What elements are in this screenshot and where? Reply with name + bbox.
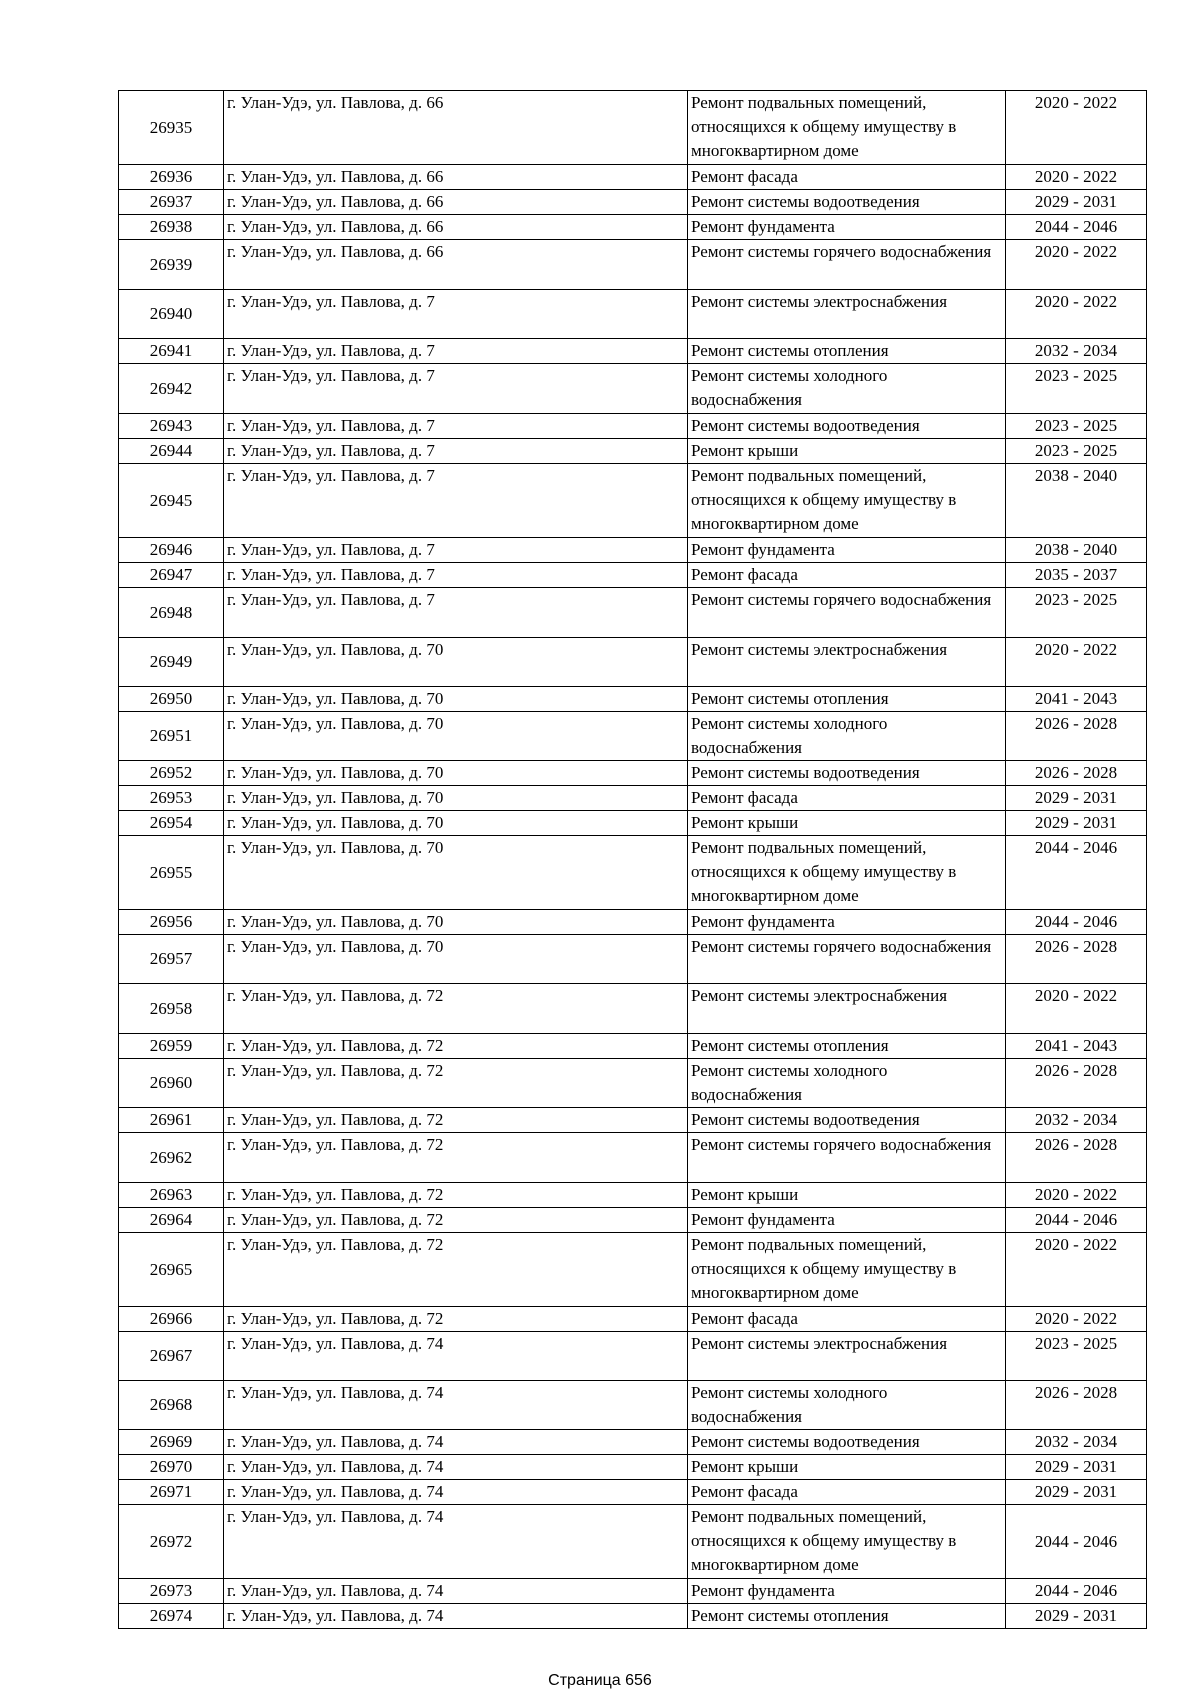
row-number: 26971	[119, 1480, 224, 1505]
row-number: 26954	[119, 811, 224, 836]
table-row	[119, 364, 1147, 414]
row-work-type: Ремонт подвальных помещений, относящихся к общему имуществу в многоквартирном доме	[688, 1233, 1006, 1307]
row-number: 26957	[119, 935, 224, 984]
row-address: г. Улан-Удэ, ул. Павлова, д. 72	[224, 1133, 688, 1183]
row-period: 2020 - 2022	[1006, 290, 1147, 339]
table-row	[119, 1505, 1147, 1579]
row-work-type: Ремонт системы электроснабжения	[688, 984, 1006, 1034]
table-row	[119, 1208, 1147, 1233]
row-number: 26951	[119, 712, 224, 761]
row-work-type: Ремонт системы водоотведения	[688, 1108, 1006, 1133]
row-period: 2023 - 2025	[1006, 414, 1147, 439]
table-body	[119, 91, 1147, 1629]
row-period: 2038 - 2040	[1006, 464, 1147, 538]
table-row	[119, 91, 1147, 165]
row-number: 26950	[119, 687, 224, 712]
row-number: 26955	[119, 836, 224, 910]
row-work-type: Ремонт системы водоотведения	[688, 414, 1006, 439]
row-number: 26940	[119, 290, 224, 339]
row-number: 26937	[119, 190, 224, 215]
row-number: 26963	[119, 1183, 224, 1208]
row-address: г. Улан-Удэ, ул. Павлова, д. 7	[224, 563, 688, 588]
table-row	[119, 712, 1147, 761]
row-number: 26948	[119, 588, 224, 638]
table-row	[119, 811, 1147, 836]
row-address: г. Улан-Удэ, ул. Павлова, д. 74	[224, 1381, 688, 1430]
row-period: 2026 - 2028	[1006, 1059, 1147, 1108]
row-work-type: Ремонт системы горячего водоснабжения	[688, 935, 1006, 984]
row-work-type: Ремонт системы отопления	[688, 1034, 1006, 1059]
table-row	[119, 1579, 1147, 1604]
table-row	[119, 1059, 1147, 1108]
table-row	[119, 439, 1147, 464]
row-address: г. Улан-Удэ, ул. Павлова, д. 74	[224, 1505, 688, 1579]
row-address: г. Улан-Удэ, ул. Павлова, д. 72	[224, 1108, 688, 1133]
row-address: г. Улан-Удэ, ул. Павлова, д. 66	[224, 240, 688, 290]
row-work-type: Ремонт системы отопления	[688, 339, 1006, 364]
row-number: 26939	[119, 240, 224, 290]
row-address: г. Улан-Удэ, ул. Павлова, д. 74	[224, 1430, 688, 1455]
row-address: г. Улан-Удэ, ул. Павлова, д. 66	[224, 190, 688, 215]
row-period: 2041 - 2043	[1006, 687, 1147, 712]
row-work-type: Ремонт подвальных помещений, относящихся к общему имуществу в многоквартирном доме	[688, 464, 1006, 538]
row-address: г. Улан-Удэ, ул. Павлова, д. 74	[224, 1480, 688, 1505]
row-number: 26936	[119, 165, 224, 190]
row-period: 2032 - 2034	[1006, 339, 1147, 364]
row-address: г. Улан-Удэ, ул. Павлова, д. 74	[224, 1455, 688, 1480]
row-period: 2044 - 2046	[1006, 836, 1147, 910]
row-address: г. Улан-Удэ, ул. Павлова, д. 70	[224, 935, 688, 984]
row-work-type: Ремонт системы холодного водоснабжения	[688, 1059, 1006, 1108]
table-row	[119, 1381, 1147, 1430]
row-work-type: Ремонт фундамента	[688, 215, 1006, 240]
row-period: 2023 - 2025	[1006, 439, 1147, 464]
row-address: г. Улан-Удэ, ул. Павлова, д. 70	[224, 687, 688, 712]
row-period: 2029 - 2031	[1006, 190, 1147, 215]
row-work-type: Ремонт крыши	[688, 811, 1006, 836]
table-row	[119, 687, 1147, 712]
row-number: 26970	[119, 1455, 224, 1480]
row-number: 26935	[119, 91, 224, 165]
row-work-type: Ремонт фасада	[688, 563, 1006, 588]
row-period: 2020 - 2022	[1006, 984, 1147, 1034]
row-period: 2044 - 2046	[1006, 1579, 1147, 1604]
row-address: г. Улан-Удэ, ул. Павлова, д. 72	[224, 984, 688, 1034]
table-row	[119, 1430, 1147, 1455]
table-row	[119, 638, 1147, 687]
row-period: 2026 - 2028	[1006, 712, 1147, 761]
row-period: 2020 - 2022	[1006, 638, 1147, 687]
row-work-type: Ремонт крыши	[688, 1183, 1006, 1208]
table-row	[119, 1133, 1147, 1183]
row-period: 2023 - 2025	[1006, 588, 1147, 638]
row-period: 2032 - 2034	[1006, 1430, 1147, 1455]
table-row	[119, 190, 1147, 215]
row-address: г. Улан-Удэ, ул. Павлова, д. 70	[224, 836, 688, 910]
row-number: 26959	[119, 1034, 224, 1059]
row-number: 26962	[119, 1133, 224, 1183]
row-address: г. Улан-Удэ, ул. Павлова, д. 66	[224, 165, 688, 190]
row-number: 26974	[119, 1604, 224, 1629]
row-address: г. Улан-Удэ, ул. Павлова, д. 72	[224, 1208, 688, 1233]
row-number: 26969	[119, 1430, 224, 1455]
table-row	[119, 1332, 1147, 1381]
row-work-type: Ремонт системы водоотведения	[688, 1430, 1006, 1455]
row-period: 2038 - 2040	[1006, 538, 1147, 563]
row-address: г. Улан-Удэ, ул. Павлова, д. 70	[224, 712, 688, 761]
row-number: 26968	[119, 1381, 224, 1430]
table-row	[119, 165, 1147, 190]
row-work-type: Ремонт фундамента	[688, 910, 1006, 935]
row-period: 2044 - 2046	[1006, 1208, 1147, 1233]
row-work-type: Ремонт системы холодного водоснабжения	[688, 364, 1006, 414]
row-number: 26943	[119, 414, 224, 439]
table-row	[119, 786, 1147, 811]
row-period: 2029 - 2031	[1006, 786, 1147, 811]
row-address: г. Улан-Удэ, ул. Павлова, д. 70	[224, 761, 688, 786]
data-table	[118, 90, 1147, 1629]
row-work-type: Ремонт фундамента	[688, 1579, 1006, 1604]
row-period: 2020 - 2022	[1006, 91, 1147, 165]
row-address: г. Улан-Удэ, ул. Павлова, д. 66	[224, 215, 688, 240]
table-row	[119, 414, 1147, 439]
row-period: 2029 - 2031	[1006, 811, 1147, 836]
row-period: 2035 - 2037	[1006, 563, 1147, 588]
table-row	[119, 984, 1147, 1034]
row-number: 26964	[119, 1208, 224, 1233]
row-work-type: Ремонт системы водоотведения	[688, 190, 1006, 215]
row-period: 2020 - 2022	[1006, 1183, 1147, 1208]
table-row	[119, 761, 1147, 786]
row-period: 2029 - 2031	[1006, 1455, 1147, 1480]
table-row	[119, 240, 1147, 290]
table-row	[119, 935, 1147, 984]
row-address: г. Улан-Удэ, ул. Павлова, д. 7	[224, 290, 688, 339]
row-work-type: Ремонт крыши	[688, 439, 1006, 464]
page-footer: Страница 656	[548, 1672, 652, 1689]
row-work-type: Ремонт фасада	[688, 1307, 1006, 1332]
row-number: 26973	[119, 1579, 224, 1604]
table-row	[119, 538, 1147, 563]
row-address: г. Улан-Удэ, ул. Павлова, д. 7	[224, 339, 688, 364]
row-number: 26972	[119, 1505, 224, 1579]
row-work-type: Ремонт системы холодного водоснабжения	[688, 1381, 1006, 1430]
table-row	[119, 588, 1147, 638]
row-address: г. Улан-Удэ, ул. Павлова, д. 72	[224, 1307, 688, 1332]
row-address: г. Улан-Удэ, ул. Павлова, д. 70	[224, 638, 688, 687]
row-period: 2032 - 2034	[1006, 1108, 1147, 1133]
row-number: 26952	[119, 761, 224, 786]
row-work-type: Ремонт фасада	[688, 1480, 1006, 1505]
row-work-type: Ремонт системы горячего водоснабжения	[688, 588, 1006, 638]
row-period: 2026 - 2028	[1006, 1133, 1147, 1183]
row-work-type: Ремонт системы электроснабжения	[688, 638, 1006, 687]
table-row	[119, 836, 1147, 910]
row-number: 26941	[119, 339, 224, 364]
row-address: г. Улан-Удэ, ул. Павлова, д. 72	[224, 1034, 688, 1059]
row-work-type: Ремонт системы горячего водоснабжения	[688, 1133, 1006, 1183]
table-row	[119, 215, 1147, 240]
table-row	[119, 563, 1147, 588]
row-number: 26960	[119, 1059, 224, 1108]
row-address: г. Улан-Удэ, ул. Павлова, д. 72	[224, 1183, 688, 1208]
row-period: 2023 - 2025	[1006, 1332, 1147, 1381]
row-number: 26949	[119, 638, 224, 687]
row-period: 2029 - 2031	[1006, 1480, 1147, 1505]
row-number: 26956	[119, 910, 224, 935]
row-address: г. Улан-Удэ, ул. Павлова, д. 70	[224, 786, 688, 811]
row-period: 2020 - 2022	[1006, 240, 1147, 290]
row-period: 2044 - 2046	[1006, 1505, 1147, 1579]
row-work-type: Ремонт крыши	[688, 1455, 1006, 1480]
row-period: 2023 - 2025	[1006, 364, 1147, 414]
row-address: г. Улан-Удэ, ул. Павлова, д. 7	[224, 414, 688, 439]
table-row	[119, 1455, 1147, 1480]
row-number: 26967	[119, 1332, 224, 1381]
table-row	[119, 1604, 1147, 1629]
row-address: г. Улан-Удэ, ул. Павлова, д. 7	[224, 364, 688, 414]
table-row	[119, 1034, 1147, 1059]
row-number: 26942	[119, 364, 224, 414]
row-period: 2041 - 2043	[1006, 1034, 1147, 1059]
row-work-type: Ремонт системы электроснабжения	[688, 290, 1006, 339]
row-period: 2020 - 2022	[1006, 1307, 1147, 1332]
table-row	[119, 1183, 1147, 1208]
row-address: г. Улан-Удэ, ул. Павлова, д. 74	[224, 1604, 688, 1629]
row-address: г. Улан-Удэ, ул. Павлова, д. 66	[224, 91, 688, 165]
row-number: 26946	[119, 538, 224, 563]
row-address: г. Улан-Удэ, ул. Павлова, д. 72	[224, 1059, 688, 1108]
row-address: г. Улан-Удэ, ул. Павлова, д. 7	[224, 538, 688, 563]
table-row	[119, 1108, 1147, 1133]
row-period: 2026 - 2028	[1006, 761, 1147, 786]
row-period: 2026 - 2028	[1006, 935, 1147, 984]
table-row	[119, 1307, 1147, 1332]
table-row	[119, 290, 1147, 339]
row-work-type: Ремонт системы горячего водоснабжения	[688, 240, 1006, 290]
row-work-type: Ремонт подвальных помещений, относящихся к общему имуществу в многоквартирном доме	[688, 91, 1006, 165]
row-address: г. Улан-Удэ, ул. Павлова, д. 7	[224, 588, 688, 638]
row-period: 2044 - 2046	[1006, 215, 1147, 240]
row-work-type: Ремонт системы отопления	[688, 1604, 1006, 1629]
row-number: 26953	[119, 786, 224, 811]
row-address: г. Улан-Удэ, ул. Павлова, д. 70	[224, 811, 688, 836]
row-work-type: Ремонт системы холодного водоснабжения	[688, 712, 1006, 761]
row-work-type: Ремонт системы водоотведения	[688, 761, 1006, 786]
row-work-type: Ремонт системы отопления	[688, 687, 1006, 712]
row-number: 26947	[119, 563, 224, 588]
table-row	[119, 339, 1147, 364]
row-number: 26944	[119, 439, 224, 464]
row-period: 2020 - 2022	[1006, 1233, 1147, 1307]
row-work-type: Ремонт подвальных помещений, относящихся к общему имуществу в многоквартирном доме	[688, 836, 1006, 910]
row-number: 26938	[119, 215, 224, 240]
row-address: г. Улан-Удэ, ул. Павлова, д. 70	[224, 910, 688, 935]
row-work-type: Ремонт фасада	[688, 786, 1006, 811]
row-work-type: Ремонт фундамента	[688, 538, 1006, 563]
row-number: 26966	[119, 1307, 224, 1332]
row-work-type: Ремонт фасада	[688, 165, 1006, 190]
row-work-type: Ремонт фундамента	[688, 1208, 1006, 1233]
row-address: г. Улан-Удэ, ул. Павлова, д. 7	[224, 464, 688, 538]
row-address: г. Улан-Удэ, ул. Павлова, д. 74	[224, 1579, 688, 1604]
row-period: 2029 - 2031	[1006, 1604, 1147, 1629]
row-period: 2026 - 2028	[1006, 1381, 1147, 1430]
table-row	[119, 1480, 1147, 1505]
row-number: 26961	[119, 1108, 224, 1133]
table-row	[119, 910, 1147, 935]
row-address: г. Улан-Удэ, ул. Павлова, д. 7	[224, 439, 688, 464]
row-work-type: Ремонт системы электроснабжения	[688, 1332, 1006, 1381]
row-number: 26945	[119, 464, 224, 538]
table-row	[119, 1233, 1147, 1307]
row-work-type: Ремонт подвальных помещений, относящихся к общему имуществу в многоквартирном доме	[688, 1505, 1006, 1579]
row-number: 26958	[119, 984, 224, 1034]
row-period: 2044 - 2046	[1006, 910, 1147, 935]
row-address: г. Улан-Удэ, ул. Павлова, д. 74	[224, 1332, 688, 1381]
row-period: 2020 - 2022	[1006, 165, 1147, 190]
row-number: 26965	[119, 1233, 224, 1307]
row-address: г. Улан-Удэ, ул. Павлова, д. 72	[224, 1233, 688, 1307]
table-row	[119, 464, 1147, 538]
